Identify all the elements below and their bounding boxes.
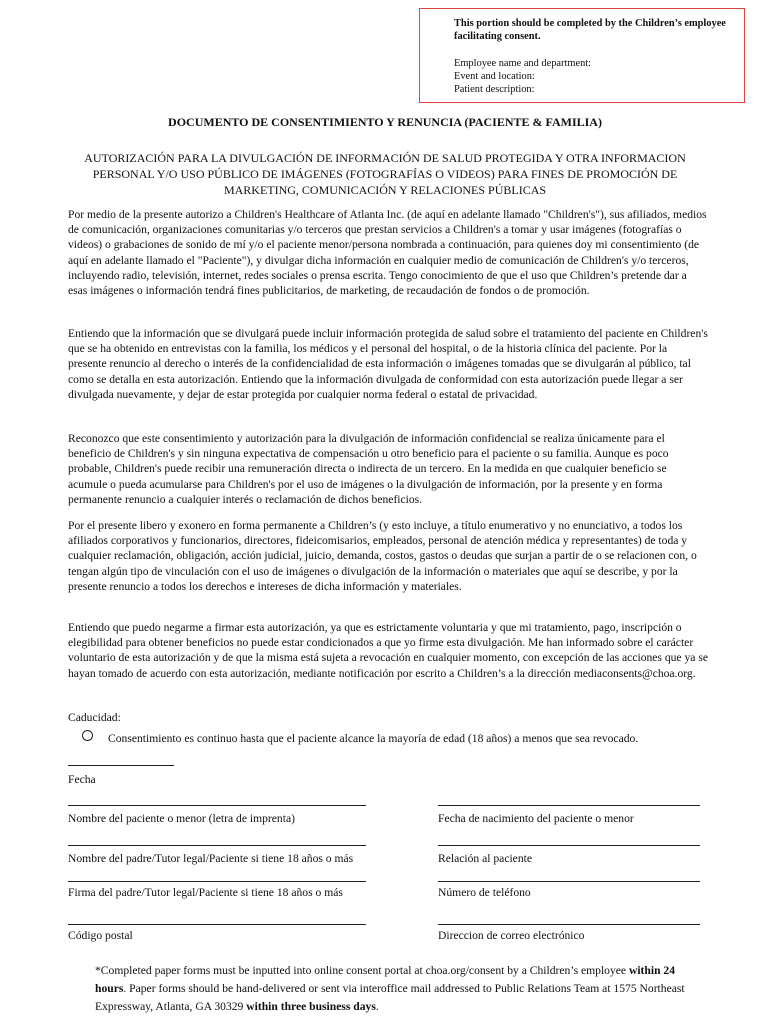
document-subtitle: AUTORIZACIÓN PARA LA DIVULGACIÓN DE INFORMACIÓN DE SALUD PROTEGIDA Y OTRA INFORMACION PERSONAL Y/O USO PÚBLICO DE IMÁGENES (FOTOGRAFÍAS O VIDEOS) PARA FINES DE PROMOCIÓN DE MARKETING, COMUNICACIÓN Y RELACIONES PÚBLICAS [84,151,686,197]
note-text-2: . Paper forms should be hand-delivered or sent via interoffice mail addressed to Public Relations Team at 1575 Northeast Expressway, Atlanta, GA 30329 [95,982,685,1013]
note-text-1: *Completed paper forms must be inputted into online consent portal at choa.org/consent by a Children’s employee [95,964,629,977]
paragraph-benefit-waiver: Reconozco que este consentimiento y autorización para la divulgación de información confidencial se realiza únicamente para el beneficio de Children's y sin ninguna expectativa de compensación u otro beneficio para el paciente o su familia. Aunque es poco probable, Children's puede recibir una remuneración directa o indirecta de un tercero. En la medida en que cualquier beneficio se acumule o pueda acumularse para Children's por el uso de imágenes o la divulgación de información, por la presente y en forma permanente renuncio a cualquier interés o reclamación de dichos beneficios. [68,432,669,506]
event-location-field-label: Event and location: [454,71,535,82]
paragraph-release: Por el presente libero y exonero en forma permanente a Children’s (y esto incluye, a título enumerativo y no enunciativo, a todos los afiliados corporativos y funcionarios, directores, fideicomisarios, empleados, personal de atención médica y representantes) de toda y cualquier reclamación, obligación, acción judicial, juicio, demanda, costos, gastos o deudas que surjan a partir de o se relacionen con, o tengan algún tipo de vinculación con el uso de imágenes o divulgación de la información o materiales que aquí se describe, y por la presente renuncio a todos los derechos e intereses de dicha información y materiales. [68,519,697,593]
paragraph-authorization: Por medio de la presente autorizo a Children's Healthcare of Atlanta Inc. (de aquí en adelante llamado "Children's"), sus afiliados, medios de comunicación, organizaciones comunitarias y/o terceros que prestan servicios a Children's a tomar y usar imágenes (fotografías o videos) o grabaciones de sonido de mí y/o el paciente menor/persona nombrada a continuación, para quienes doy mi consentimiento (de aquí en adelante llamado el "Paciente"), y divulgar dicha información en cualquier medio de comunicación de Children's y/o terceros, incluyendo radio, televisión, internet, redes sociales o prensa escrita. Tengo conocimiento de que el uso que Children’s pretende dar a esas imágenes o información tendrá fines publicitarios, de marketing, de recaudación de fondos o de promoción. [68,208,707,298]
email-label: Direccion de correo electrónico [438,929,585,942]
caducidad-label: Caducidad: [68,711,121,724]
phone-line[interactable] [438,881,700,882]
date-label: Fecha [68,773,96,786]
email-line[interactable] [438,924,700,925]
patient-description-field-label: Patient description: [454,84,535,95]
paragraph-voluntary: Entiendo que puedo negarme a firmar esta autorización, ya que es estrictamente voluntaria y que mi tratamiento, pago, inscripción o elegibilidad para obtener beneficios no puede estar condicionados a que yo firme esta divulgación. Me han informado sobre el carácter voluntario de esta autorización y de que la misma está sujeta a revocación en cualquier momento, con excepción de las acciones que ya se hayan tomado de acuerdo con esta autorización, mediante notificación por escrito a Children’s a la dirección mediaconsents@choa.org. [68,621,708,680]
note-text-3: . [375,1000,379,1013]
zip-line[interactable] [68,924,366,925]
patient-dob-label: Fecha de nacimiento del paciente o menor [438,812,634,825]
paragraph-phi-disclosure: Entiendo que la información que se divulgará puede incluir información protegida de salud sobre el tratamiento del paciente en Children's que se ha obtenido en entrevistas con la familia, los médicos y el personal del hospital, o de la historia clínica del paciente. Por la presente renuncio al derecho o interés de la confidencialidad de esta información o imágenes tomadas que se divulgarán al público, tal como se detalla en esta autorización. Entiendo que la información divulgada de conformidad con esta autorización puede llegar a ser divulgada nuevamente, y dejar de estar protegida por cualquier norma federal o estatal de privacidad. [68,327,708,401]
guardian-name-label: Nombre del padre/Tutor legal/Paciente si tiene 18 años o más [68,852,354,865]
document-title: DOCUMENTO DE CONSENTIMIENTO Y RENUNCIA (PACIENTE & FAMILIA) [168,115,602,129]
guardian-signature-label: Firma del padre/Tutor legal/Paciente si tiene 18 años o más [68,886,343,899]
patient-name-line[interactable] [68,805,366,806]
guardian-signature-line[interactable] [68,881,366,882]
relationship-line[interactable] [438,845,700,846]
submission-note [95,962,695,1016]
patient-dob-line[interactable] [438,805,700,806]
employee-box-header: This portion should be completed by the Children’s employee facilitating consent. [454,18,726,42]
phone-label: Número de teléfono [438,886,531,899]
expiration-option-label: Consentimiento es continuo hasta que el paciente alcance la mayoría de edad (18 años) a menos que sea revocado. [108,732,639,745]
note-deadline-business-days: within three business days [246,1000,376,1013]
employee-name-field-label: Employee name and department: [454,58,592,69]
zip-label: Código postal [68,929,133,942]
relationship-label: Relación al paciente [438,852,532,865]
patient-name-label: Nombre del paciente o menor (letra de imprenta) [68,812,295,825]
note-deadline-24h: within 24 hours [95,964,676,995]
expiration-radio-button[interactable] [82,730,93,741]
date-signature-line[interactable] [68,765,174,766]
employee-consent-box [419,8,745,103]
guardian-name-line[interactable] [68,845,366,846]
